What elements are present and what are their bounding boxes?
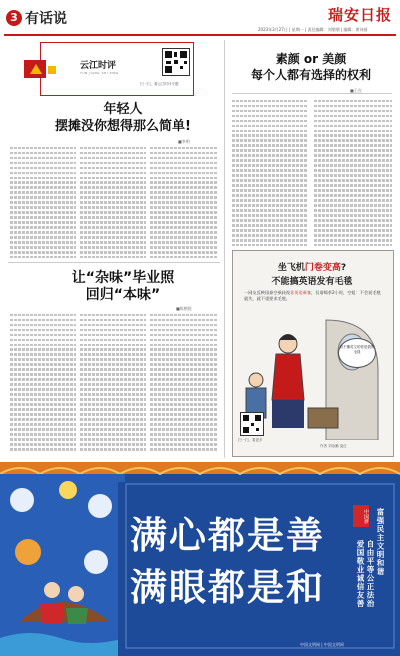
article-body-column [150, 312, 218, 452]
cartoon-caption: 作者 刘治鹏 莫红 [320, 444, 347, 448]
divider [8, 262, 220, 263]
article-title-line2: 回归“本味” [85, 287, 161, 303]
article-byline: ■陈楷锐 [176, 306, 192, 311]
cartoon-title [232, 260, 392, 273]
poster-slogan-line1: 满心都是善 [130, 513, 325, 557]
cartoon-title-highlight: 门卷变高 [304, 263, 341, 273]
poster-credit: 中国文明网 | 中国文明网 [300, 642, 344, 647]
article-body-column [150, 145, 218, 258]
article-body-column [232, 98, 308, 246]
yunjiang-logo-icon [22, 58, 58, 80]
article-title-line2: 每个人都有选择的权利 [250, 68, 371, 82]
article-title-line1: 素颜 or 美颜 [275, 52, 347, 66]
promo-qr-code[interactable] [162, 48, 190, 76]
cartoon-qr-code[interactable] [240, 412, 264, 436]
article-body-column [80, 312, 146, 452]
core-values-column: 富强民主文明和谐 [376, 508, 385, 576]
column-divider [224, 40, 225, 458]
cartoon-title-post: ? [340, 263, 347, 273]
article-body-column [10, 145, 76, 258]
newspaper-masthead: 瑞安日报 [327, 6, 392, 24]
header-rule [4, 34, 396, 36]
cartoon-title-pre: 坐飞机 [277, 263, 305, 273]
core-values-column: 爱国敬业诚信友善 [356, 540, 365, 608]
article-body-column [10, 312, 76, 452]
article-title-line2: 摆摊没你想得那么简单! [55, 119, 191, 134]
promo-qr-caption: 扫一扫，看云江时评专题 [140, 82, 179, 86]
cartoon-desc-pre: 一网友反映国泰空乘歧视 [244, 290, 291, 295]
red-seal-stamp: 中国梦 [353, 505, 369, 527]
poster-slogan-line2: 满眼都是和 [130, 565, 325, 609]
core-values-column: 自由平等公正法治 [366, 540, 375, 608]
article-title-line1: 年轻人 [103, 102, 143, 117]
section-number-badge: 3 [6, 10, 22, 26]
cartoon-subtitle: 不能搞英语发有毛毯 [271, 277, 353, 287]
promo-name: 云江时评 [80, 61, 117, 71]
cartoon-desc-highlight: 非英语乘客 [290, 290, 312, 295]
article-body-column [80, 145, 146, 258]
divider [232, 93, 392, 94]
cartoon-desc-post: ，仅请喝茶2小时，空姐：不会说毛毯就失，就不重要求毛毯。 [244, 290, 381, 301]
issue-line: 2023年3月27日 | 星期一 | 责任编辑：刘朋朋 | 编辑：黄诗画 [258, 27, 368, 32]
speech-bubble: 看不懂英文的你是我的毛毯 [338, 338, 376, 368]
cartoon-qr-caption: 扫一扫，看更多 [238, 438, 263, 442]
cartoon-description [244, 290, 384, 302]
article-title-line1: 让“杂味”毕业照 [71, 270, 175, 286]
article-byline: ■王宣 [350, 88, 362, 93]
section-title: 有话说 [25, 11, 67, 27]
article-byline: ■李明 [178, 139, 190, 144]
article-body-column [314, 98, 392, 246]
promo-name-en: YUN JIANG SHI PING [80, 71, 119, 75]
